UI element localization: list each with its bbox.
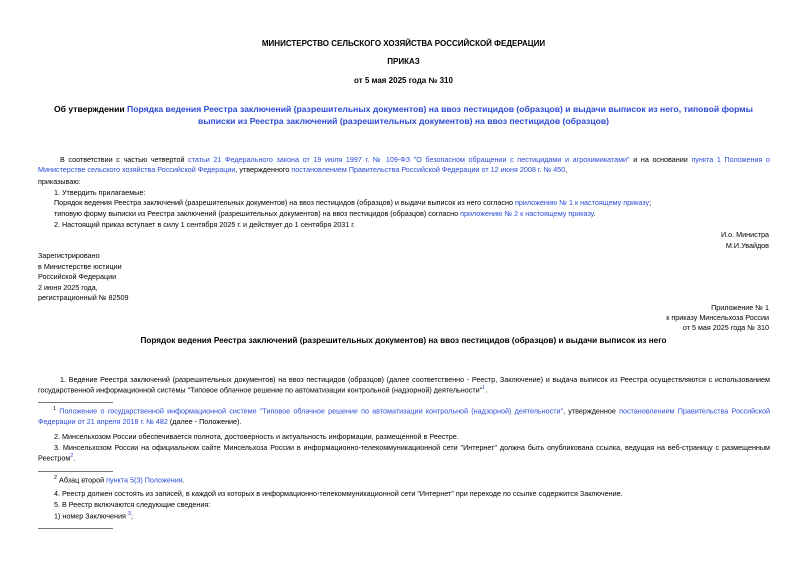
registration-line-5: регистрационный № 82509 [38,293,129,302]
signatory-name: М.И.Увайдов [725,241,769,250]
footnote-2-mark: 2 [54,475,58,481]
footnote-divider-1 [38,402,113,403]
footnote-divider-2 [38,471,113,472]
body-para-5-1-end: ; [130,511,133,521]
preamble-text-3: , утвержденного [235,165,292,175]
body-para-5-1 [54,511,133,522]
footnote-2 [54,475,185,486]
doc-title [35,103,772,127]
body-para-5: 5. В Реестр включаются следующие сведения: [54,500,211,509]
item-1b [54,209,596,219]
orders-word: приказываю: [38,177,81,186]
item-1: 1. Утвердить прилагаемые: [54,188,146,197]
footnote-divider-3 [38,528,113,529]
item-1a-end: ; [649,198,652,207]
item-1b-end: . [593,209,596,218]
regulation-link[interactable]: пункта 1 Положения о Министерстве сельского хозяйства Российской Федерации [38,155,770,175]
item-2: 2. Настоящий приказ вступает в силу 1 сентября 2025 г. и действует до 1 сентября 2031 г. [54,220,355,229]
footnote-ref-1[interactable]: 1 [482,385,486,392]
appendix-line-1: Приложение № 1 [711,303,769,312]
title-prefix: Об утверждении [54,104,128,114]
doc-date-number: от 5 мая 2025 года № 310 [354,76,453,85]
registration-line-2: в Министерстве юстиции [38,262,122,271]
registration-line-1: Зарегистрировано [38,251,100,260]
item-1a [54,198,651,208]
body-para-3-text: 3. Минсельхозом России на официальном сайте Минсельхоза России в информационно-телекоммуникационной сети "Интернет" должна быть опубликована ссылка, ведущая на веб-страницу с размещенным Реестром [38,443,770,463]
signatory-position: И.о. Министра [720,230,769,239]
body-para-5-1-text: 1) номер Заключения [54,511,126,521]
body-para-2: 2. Минсельхозом России обеспечивается полнота, достоверность и актуальность информации, размещенной в Реестре. [54,432,459,441]
preamble-text-4: , [565,165,568,175]
decree-link[interactable]: постановлением Правительства Российской Федерации от 12 июня 2008 г. № 450 [291,165,566,175]
law-link[interactable]: статьи 21 Федерального закона от 19 июля 1997 г. № 109-ФЗ "О безопасном обращении с пестицидами и агрохимикатами" [188,155,630,164]
body-para-3-end: . [73,453,76,463]
footnote-2-text: Абзац второй [57,475,107,485]
footnote-1 [38,406,770,427]
item-1a-text: Порядок ведения Реестра заключений (разрешительных документов) на ввоз пестицидов (образцов) и выдачи выписок из него согласно [54,198,515,207]
footnote-2-end: . [182,475,185,485]
preamble [38,155,770,176]
body-para-1 [38,375,770,396]
body-para-1-end: . [485,385,488,395]
footnote-1-link[interactable]: Положение о государственной информационной системе "Типовое облачное решение по автоматизации контрольной (надзорной) деятельности" [59,406,564,416]
item-1b-text: типовую форму выписки из Реестра заключений (разрешительных документов) на ввоз пестицидов (образцов) согласно [54,209,461,218]
footnote-ref-3[interactable]: 3 [127,511,131,517]
footnote-1-text-2: (далее - Положение). [167,416,242,426]
appendix-title: Порядок ведения Реестра заключений (разрешительных документов) на ввоз пестицидов (образцов) и выдачи выписок из него [140,336,667,345]
appendix-1-link[interactable]: приложению № 1 к настоящему приказу [514,198,650,207]
title-link[interactable]: Порядка ведения Реестра заключений (разрешительных документов) на ввоз пестицидов (образцов) и выдачи выписок из него, типовой формы выписки из Реестра заключений (разрешительных документов) на ввоз пестицидов (образцов) [127,104,753,127]
registration-line-4: 2 июня 2025 года, [38,283,98,292]
footnote-1-text-1: , утвержденное [563,406,620,416]
footnote-ref-2[interactable]: 2 [70,453,74,460]
footnote-1-mark: 1 [53,406,57,412]
appendix-2-link[interactable]: приложению № 2 к настоящему приказу [460,209,594,218]
ministry-heading: МИНИСТЕРСТВО СЕЛЬСКОГО ХОЗЯЙСТВА РОССИЙСКОЙ ФЕДЕРАЦИИ [261,39,546,48]
appendix-line-3: от 5 мая 2025 года № 310 [682,323,769,332]
body-para-3 [38,443,770,464]
footnote-2-link[interactable]: пункта 5(3) Положения [106,475,183,485]
registration-line-3: Российской Федерации [38,272,117,281]
footnote-1-decree-link[interactable]: постановлением Правительства Российской Федерации от 21 апреля 2018 г. № 482 [38,406,771,426]
preamble-text-2: и на основании [629,155,692,164]
preamble-text-1: В соответствии с частью четвертой [60,155,189,164]
body-para-4: 4. Реестр должен состоять из записей, в каждой из которых в информационно-телекоммуникационной сети "Интернет" при переходе по ссылке содержится Заключение. [54,489,623,498]
doc-type: ПРИКАЗ [387,57,420,66]
appendix-line-2: к приказу Минсельхоза России [666,313,769,322]
body-para-1-text: 1. Ведение Реестра заключений (разрешительных документов) на ввоз пестицидов (образцов) (далее соответственно - Реестр, Заключение) и выдача выписок из Реестра осуществляются с использованием государственной информационной системы "Типовое облачное решение по автоматизации контрольной (надзорной) деятельности" [38,375,770,395]
